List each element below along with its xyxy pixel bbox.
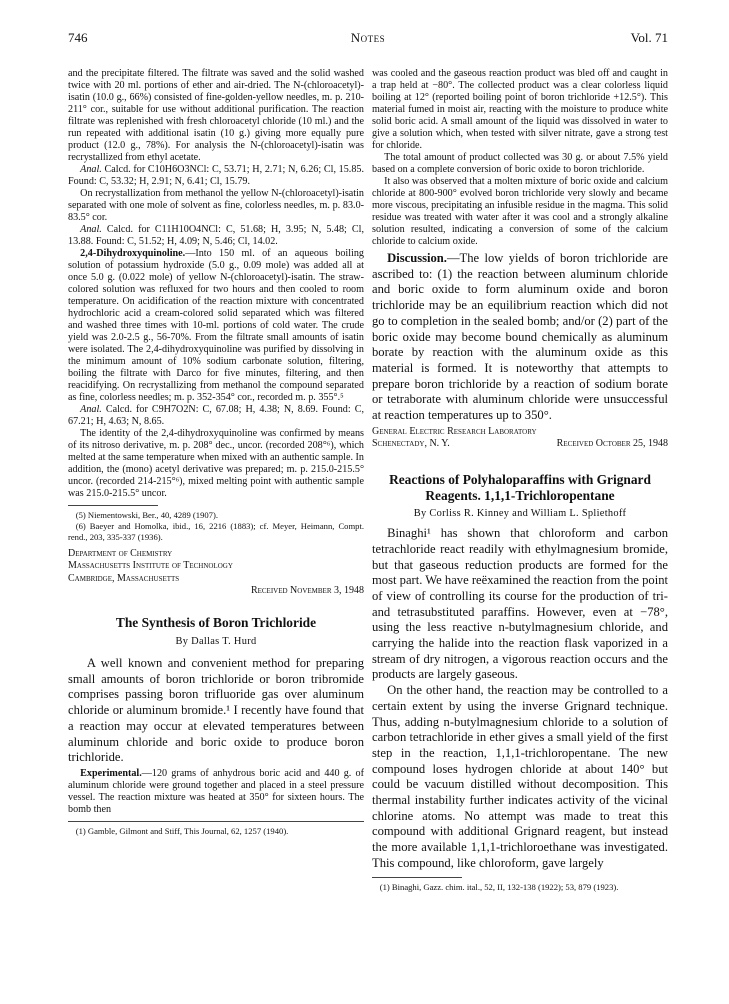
paragraph-text: —The low yields of boron trichloride are ascribed to: (1) the reaction between aluminum chloride and boric oxide to form aluminum oxide and boron trichloride may be an equilibrium reaction which did not go to completion in the sealed bomb; and/or (2) part of the boric oxide may become bound chemically as aluminum borate by reaction with the aluminum oxide as this material is formed. It is noteworthy that attempts to prepare boron trichloride by a reaction of sodium borate or tetraborate with aluminum chloride were unsuccessful at reaction temperatures up to 350°. [372,251,668,423]
analysis-text: Calcd. for C11H10O4NCl: C, 51.68; H, 3.95; N, 5.48; Cl, 13.88. Found: C, 51.52; H, 4.09; N, 5.46; Cl, 14.02. [68,224,364,247]
analysis-3 [68,404,364,428]
affiliation-line-3: Cambridge, Massachusetts [68,572,180,584]
footnote-5: (5) Niementowski, Ber., 40, 4289 (1907). [75,510,218,520]
article-paragraph-1: Binaghi¹ has shown that chloroform and carbon tetrachloride react readily with ethylmagnesium bromide, but that gaseous reduction products are formed for the most part. We have reëxamined the reaction from the point of view of controlling its course for the production of tri- and tetrasubstituted paraffins. However, even at −78°, using the less reactive n-butylmagnesium chloride, and carrying the halide into the reaction flask vaporized in a stream of dry nitrogen, a vigorous reaction occurs and the products are largely gaseous. [372,526,669,682]
footnote-1: (1) Gamble, Gilmont and Stiff, This Journal, 62, 1257 (1940). [75,825,289,836]
left-paragraph-3 [68,248,364,404]
article-title: The Synthesis of Boron Trichloride [115,615,317,631]
article-byline: By Corliss R. Kinney and William L. Spliethoff [413,508,627,520]
analysis-2 [68,224,364,248]
article-byline: By Dallas T. Hurd [175,636,257,648]
left-column [68,68,364,836]
analysis-text: Calcd. for C9H7O2N: C, 67.08; H, 4.38; N, 8.69. Found: C, 67.21; H, 4.63; N, 8.65. [68,404,364,427]
left-paragraph-1: and the precipitate filtered. The filtrate was saved and the solid washed twice with 20 ml. portions of ether and air-dried. The N-(chloroacetyl)-isatin (10.0 g., 66%) consisted of fine-golden-yellow needles, m. p. 210-211° cor., suitable for use without additional purification. The reaction filtrate was replenished with fresh chloroacetyl chloride (10 ml.) and the run repeated with additional isatin (10 g.) giving more equally pure product (12.0 g., 78%). For analysis the N-(chloroacetyl)-isatin was recrystallized from ethyl acetate. [68,68,364,163]
lab-affiliation: General Electric Research Laboratory [372,425,537,437]
lab-location: Schenectady, N. Y. [372,437,450,449]
anal-label: Anal. [80,404,102,415]
right-paragraph-1: was cooled and the gaseous reaction product was bled off and caught in a trap held at −80°. The collected product was a clear colorless liquid boiling at 12° (reported boiling point of boron trichloride +12.5°). This material fumed in moist air, reacting with the moisture to produce white solid boric acid. A small amount of the liquid was dissolved in water to give a solution which, when tested with silver nitrate, gave a strong test for chloride. [372,68,668,151]
received-date: Received October 25, 1948 [556,437,668,449]
paragraph-text: —Into 150 ml. of an aqueous boiling solution of potassium hydroxide (5.0 g., 0.09 mole) was added all at once 5.0 g. (0.022 mole) of yellow N-(chloroacetyl)-isatin. The straw-colored solution was refluxed for two hours and then cooled to room temperature. On acidification of the reaction mixture with concentrated hydrochloric acid a cream-colored solid separated which was filtered and washed three times with 10-ml. portions of cold water. The crude yield was 2.0-2.5 g., 56-70%. From the filtrate small amounts of isatin were isolated. The 2,4-dihydroxyquinoline was purified by dissolving in the minimum amount of 10% sodium carbonate solution, filtering, boiling the filtrate with Darco for five minutes, filtering, and then reacidifying. On recrystallizing from methanol the compound separated as fine, colorless needles; m. p. 352-354° cor., recorded m. p. 355°.⁵ [68,248,364,403]
paragraph-text: —120 grams of anhydrous boric acid and 440 g. of aluminum chloride were ground together and placed in a steel pressure vessel. The reaction mixture was heated at 350° for sixteen hours. The bomb then [68,767,364,815]
section-title: Notes [350,30,386,45]
volume-label: Vol. 71 [630,30,668,45]
footnote-rule [372,877,462,878]
paragraph-lead: Discussion. [387,251,447,265]
analysis-1 [68,164,364,188]
lab-location-row [372,438,668,450]
footnote-rule [68,505,158,506]
footnote-1: (1) Binaghi, Gazz. chim. ital., 52, II, 132-138 (1922); 53, 879 (1923). [379,881,619,892]
discussion-paragraph [372,251,668,424]
right-column [372,68,668,892]
experimental-paragraph [68,768,364,816]
article-title: Reactions of Polyhaloparaffins with Grignard Reagents. 1,1,1-Trichloropentane [389,472,651,504]
article-paragraph-1: A well known and convenient method for preparing small amounts of boron trichloride or boron tribromide comprises passing boron trifluoride gas over aluminum chloride or aluminum bromide.¹ I recently have found that a reaction may occur at elevated temperatures between aluminum chloride and boric oxide to produce boron trichloride. [68,656,364,765]
affiliation-line-2: Massachusetts Institute of Technology [68,560,233,572]
page-number: 746 [68,30,88,45]
right-paragraph-2: The total amount of product collected was 30 g. or about 7.5% yield based on a complete conversion of boric oxide to boron trichloride. [372,152,668,175]
paragraph-lead: 2,4-Dihydroxyquinoline. [80,248,186,259]
anal-label: Anal. [80,164,102,175]
footnote-6: (6) Baeyer and Homolka, ibid., 16, 2216 (1883); cf. Meyer, Heimann, Compt. rend., 203, 335-337 (1936). [68,521,364,542]
right-paragraph-3: It also was observed that a molten mixture of boric oxide and calcium chloride at 800-900° evolved boron trichloride very slowly and became more viscous, precipitating an infusible residue in the magma. This solid residue was treated with water after it was cool and a strongly alkaline solution resulted, indicating a conversion of some of the calcium chloride to calcium oxide. [372,176,668,247]
received-date: Received November 3, 1948 [250,584,364,596]
anal-label: Anal. [80,224,102,235]
paragraph-lead: Experimental. [80,767,142,779]
running-header [68,30,668,50]
article-paragraph-2: On the other hand, the reaction may be controlled to a certain extent by using the inverse Grignard technique. Thus, adding n-butylmagnesium chloride to a solution of carbon tetrachloride in ether gives a small yield of the first step in the reaction, 1,1,1-trichloropentane. The new compound loses hydrogen chloride at about 140° but could be vacuum distilled without decomposition. This thermal instability further indicates activity of the vicinal chlorine atoms. No attempt was made to treat this compound with additional Grignard reagent, but instead the more available 1,1,1-trichloroethane was investigated. This compound, like chloroform, gave largely [372,683,668,870]
left-paragraph-2: On recrystallization from methanol the yellow N-(chloroacetyl)-isatin separated with one mole of solvent as fine, colorless needles, m. p. 83.0-83.5° cor. [68,188,364,223]
left-paragraph-4: The identity of the 2,4-dihydroxyquinoline was confirmed by means of its nitroso derivative, m. p. 208° dec., uncor. (recorded 208°⁶), which melted at the same temperature when mixed with an authentic sample. In addition, the (mono) acetyl derivative was prepared; m. p. 215.0-215.5° uncor. (recorded 214-215°⁶), mixed melting point with authentic sample was 215.0-215.5° uncor. [68,428,364,499]
analysis-text: Calcd. for C10H6O3NCl: C, 53.71; H, 2.71; N, 6.26; Cl, 15.85. Found: C, 53.32; H, 2.91; N, 6.41; Cl, 15.79. [68,164,364,187]
affiliation-line-1: Department of Chemistry [68,548,173,560]
footnote-rule [68,821,364,822]
